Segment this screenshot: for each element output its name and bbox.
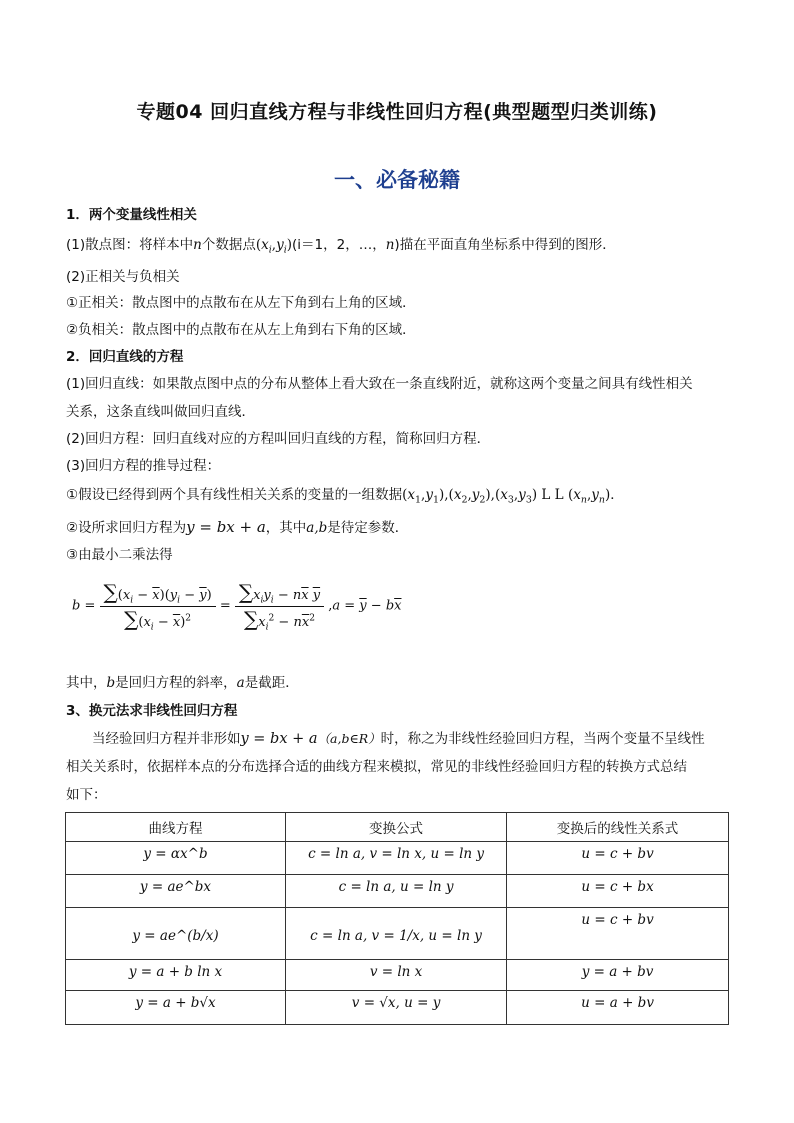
- paragraph-least-squares: ③由最小二乘法得: [66, 547, 173, 563]
- table-cell: v = ln x: [286, 960, 507, 991]
- paragraph-nonlinear-end: 如下：: [66, 787, 107, 803]
- data-set-formula: $(x_1,y_1),(x_2,y_2),(x_3,y_3)$: [402, 487, 538, 506]
- table-cell: c = ln a, u = ln y: [286, 875, 507, 908]
- paragraph-scatter-plot: (1)散点图：将样本中n个数据点$(x_i,y_i)(i=1$，2，…，n)描在平面直角坐标系中得到的图形．: [66, 237, 616, 256]
- table-cell: y = a + bv: [507, 960, 729, 991]
- paragraph-regression-equation: (2)回归方程：回归直线对应的方程叫回归直线的方程，简称回归方程．: [66, 431, 491, 447]
- table-row: [66, 991, 729, 1025]
- paragraph-nonlinear-intro: 当经验回归方程并非形如y = bx + a（a,b∈R）时，称之为非线性经验回归方程，当两个变量不呈线性: [92, 731, 705, 747]
- paragraph-nonlinear-cont: 相关关系时，依据样本点的分布选择合适的曲线方程来模拟，常见的非线性经验回归方程的转换方式总结: [66, 759, 687, 775]
- table-row: [66, 842, 729, 875]
- paragraph-negative-correlation: ②负相关：散点图中的点散布在从左上角到右下角的区域．: [66, 322, 416, 338]
- table-cell: y = a + b√x: [66, 991, 286, 1025]
- table-cell: y = αx^b: [66, 842, 286, 875]
- table-cell: y = ae^bx: [66, 875, 286, 908]
- table-header: 曲线方程: [66, 813, 286, 842]
- paragraph-regression-line: (1)回归直线：如果散点图中点的分布从整体上看大致在一条直线附近，就称这两个变量之间具有线性相关: [66, 376, 693, 392]
- transformation-table: [65, 812, 729, 1025]
- table-row: [66, 960, 729, 991]
- table-cell: u = c + bv: [507, 908, 729, 960]
- table-cell: c = ln a, v = ln x, u = ln y: [286, 842, 507, 875]
- paragraph-derivation: (3)回归方程的推导过程：: [66, 458, 221, 474]
- page-title: 专题04 回归直线方程与非线性回归方程(典型题型归类训练): [136, 101, 658, 123]
- table-cell: y = a + b ln x: [66, 960, 286, 991]
- table-cell: c = ln a, v = 1/x, u = ln y: [286, 908, 507, 960]
- paragraph-assume-equation: ②设所求回归方程为y = bx + a，其中a,b是待定参数．: [66, 518, 409, 536]
- paragraph-positive-correlation: ①正相关：散点图中的点散布在从左下角到右上角的区域．: [66, 295, 416, 311]
- table-row: [66, 908, 729, 960]
- paragraph-slope-intercept: 其中，b是回归方程的斜率，a是截距．: [66, 675, 299, 691]
- paragraph-correlation-types: (2)正相关与负相关: [66, 269, 180, 285]
- table-cell: u = c + bv: [507, 842, 729, 875]
- table-header: 变换公式: [286, 813, 507, 842]
- section-heading: 一、必备秘籍: [334, 168, 460, 192]
- data-point-formula: $(x_i,y_i)$: [255, 237, 293, 256]
- paragraph-regression-line-cont: 关系，这条直线叫做回归直线．: [66, 404, 255, 420]
- table-cell: u = c + bx: [507, 875, 729, 908]
- heading-regression-line: 2．回归直线的方程: [66, 349, 184, 365]
- table-cell: y = ae^(b/x): [66, 908, 286, 960]
- table-cell: v = √x, u = y: [286, 991, 507, 1025]
- table-cell: u = a + bv: [507, 991, 729, 1025]
- table-header-row: [66, 813, 729, 842]
- heading-nonlinear-regression: 3、换元法求非线性回归方程: [66, 703, 238, 719]
- table-header: 变换后的线性关系式: [507, 813, 729, 842]
- heading-linear-correlation: 1．两个变量线性相关: [66, 207, 197, 223]
- least-squares-formula: b = $\frac{\sum(x_i - \overline{x})(y_i - \overline{y})}{\sum(x_i - \overline{x})^2}$ = $\frac{\sum x_iy_i - n\overline{x} \overline{y}}{\sum x_i^2 - n\overline{x}^2}$ $,a = \overline{y} - b\overline{x}$: [72, 580, 402, 633]
- paragraph-data-set: ①假设已经得到两个具有线性相关关系的变量的一组数据$(x_1,y_1),(x_2,y_2),(x_3,y_3)$ L L $(x_n,y_n)$．: [66, 487, 624, 506]
- table-row: [66, 875, 729, 908]
